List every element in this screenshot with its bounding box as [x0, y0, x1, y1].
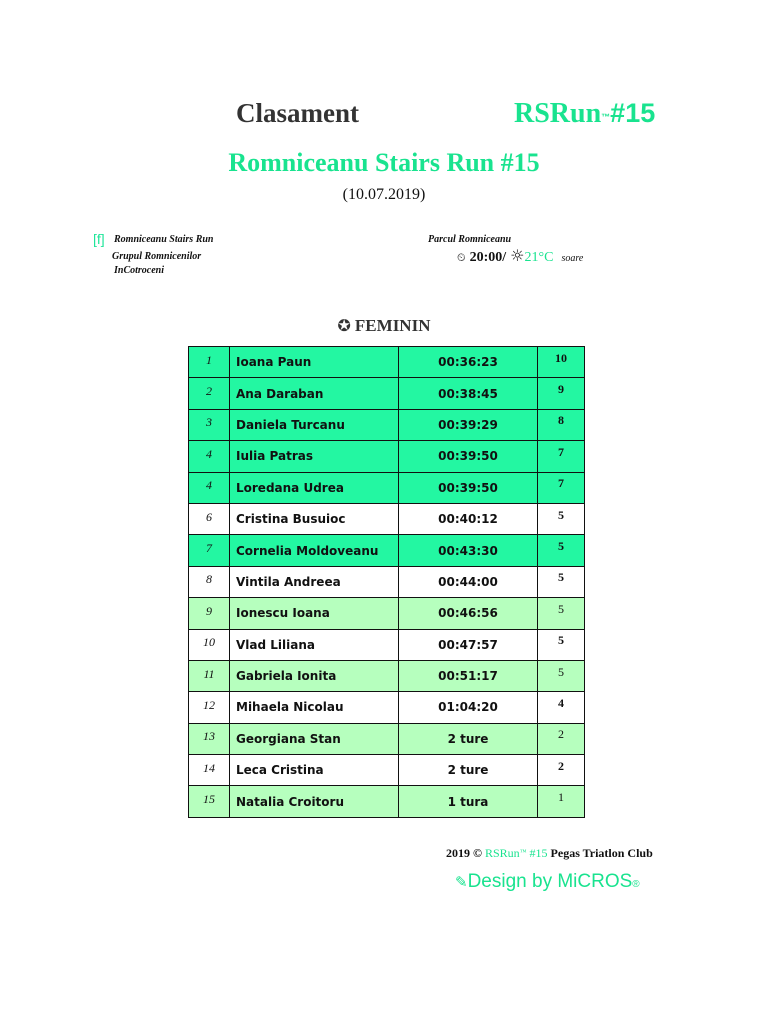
position-cell-text: 11	[203, 666, 215, 681]
name-cell-text: Mihaela Nicolau	[236, 700, 344, 715]
time-cell-text: 00:39:50	[438, 480, 498, 495]
name-cell	[230, 503, 399, 534]
brand-number: #15	[610, 98, 656, 128]
time-cell-text: 2 ture	[447, 763, 489, 778]
time-cell	[399, 755, 538, 786]
brand-logo	[514, 98, 655, 130]
event-subtitle: Romniceanu Stairs Run #15	[228, 148, 540, 177]
position-cell	[189, 786, 230, 817]
results-table	[188, 346, 585, 818]
points-cell	[538, 409, 585, 440]
position-cell-text: 6	[206, 509, 212, 524]
event-page-link[interactable]: Romniceanu Stairs Run	[114, 234, 214, 245]
name-cell-text: Ana Daraban	[236, 386, 324, 401]
name-cell-text: Georgiana Stan	[236, 731, 341, 746]
time-cell-text: 00:47:57	[438, 637, 498, 652]
time-cell-text: 1 tura	[447, 794, 489, 809]
name-cell-text: Loredana Udrea	[236, 480, 344, 495]
name-cell-text: Gabriela Ionita	[236, 669, 337, 684]
name-cell	[230, 409, 399, 440]
results-body	[189, 347, 585, 818]
name-cell	[230, 692, 399, 723]
position-cell-text: 1	[206, 352, 212, 367]
table-row	[189, 472, 585, 503]
points-cell	[538, 378, 585, 409]
points-cell	[538, 535, 585, 566]
table-row	[189, 347, 585, 378]
position-cell	[189, 535, 230, 566]
time-cell-text: 00:51:17	[438, 669, 498, 684]
event-date: (10.07.2019)	[342, 186, 426, 203]
sun-icon: ☼	[510, 246, 525, 265]
design-text: Design by MiCROS	[467, 871, 633, 892]
points-cell	[538, 786, 585, 817]
time-cell-text: 00:39:29	[438, 417, 498, 432]
clock-icon: ⏲	[457, 251, 466, 264]
points-cell-text: 1	[558, 790, 564, 805]
table-row	[189, 692, 585, 723]
table-row	[189, 598, 585, 629]
name-cell	[230, 441, 399, 472]
position-cell	[189, 378, 230, 409]
name-cell	[230, 660, 399, 691]
position-cell	[189, 723, 230, 754]
points-cell-text: 4	[558, 695, 564, 710]
time-cell	[399, 786, 538, 817]
brand-name: RSRun	[514, 98, 602, 129]
position-cell	[189, 409, 230, 440]
points-cell	[538, 441, 585, 472]
footer-copyright: 2019 ©	[446, 846, 482, 860]
points-cell	[538, 692, 585, 723]
time-cell-text: 2 ture	[447, 731, 489, 746]
time-cell-text: 00:43:30	[438, 543, 498, 558]
table-row	[189, 786, 585, 817]
name-cell	[230, 378, 399, 409]
time-cell	[399, 503, 538, 534]
position-cell-text: 15	[203, 792, 215, 807]
points-cell-text: 5	[558, 664, 564, 679]
points-cell	[538, 755, 585, 786]
position-cell-text: 9	[206, 603, 212, 618]
table-row	[189, 723, 585, 754]
start-time: 20:00/	[469, 250, 507, 265]
position-cell-text: 2	[206, 384, 212, 399]
time-cell	[399, 598, 538, 629]
name-cell-text: Daniela Turcanu	[236, 417, 345, 432]
name-cell	[230, 723, 399, 754]
points-cell	[538, 566, 585, 597]
table-row	[189, 566, 585, 597]
table-row	[189, 660, 585, 691]
table-row	[189, 441, 585, 472]
facebook-icon[interactable]: [f]	[93, 231, 105, 247]
time-cell	[399, 629, 538, 660]
section-title: FEMININ	[354, 316, 431, 335]
points-cell-text: 5	[558, 539, 564, 554]
time-cell-text: 00:46:56	[438, 606, 498, 621]
page-title: Clasament	[236, 98, 359, 128]
sky-condition: soare	[561, 253, 584, 264]
table-row	[189, 503, 585, 534]
time-cell-text: 00:36:23	[438, 355, 498, 370]
position-cell-text: 13	[203, 729, 215, 744]
name-cell-text: Leca Cristina	[236, 763, 324, 778]
name-cell	[230, 786, 399, 817]
footer-club: Pegas Triatlon Club	[550, 846, 653, 860]
design-credit	[455, 871, 640, 893]
points-cell-text: 8	[558, 413, 564, 428]
table-row	[189, 409, 585, 440]
footer-brand-tm: ™	[519, 848, 527, 856]
time-cell-text: 00:39:50	[438, 449, 498, 464]
temperature: 21°C	[524, 250, 554, 265]
name-cell-text: Ionescu Ioana	[236, 606, 330, 621]
position-cell	[189, 441, 230, 472]
points-cell	[538, 723, 585, 754]
footer-brand-number: #15	[529, 846, 548, 860]
position-cell-text: 3	[206, 415, 212, 430]
name-cell	[230, 598, 399, 629]
name-cell-text: Vlad Liliana	[236, 637, 315, 652]
points-cell-text: 9	[558, 382, 564, 397]
footer-credit	[446, 846, 653, 861]
position-cell	[189, 503, 230, 534]
position-cell-text: 7	[206, 541, 212, 556]
time-cell-text: 01:04:20	[438, 700, 498, 715]
position-cell-text: 4	[206, 446, 212, 461]
position-cell-text: 4	[206, 478, 212, 493]
time-cell	[399, 441, 538, 472]
table-row	[189, 535, 585, 566]
position-cell-text: 8	[206, 572, 212, 587]
pen-icon: ✎	[455, 873, 468, 891]
time-cell-text: 00:40:12	[438, 512, 498, 527]
points-cell-text: 10	[555, 350, 567, 365]
weather-row	[457, 246, 583, 266]
name-cell-text: Iulia Patras	[236, 449, 313, 464]
table-row	[189, 378, 585, 409]
name-cell	[230, 629, 399, 660]
points-cell	[538, 629, 585, 660]
points-cell-text: 2	[558, 758, 564, 773]
position-cell-text: 14	[203, 760, 215, 775]
position-cell-text: 10	[203, 635, 215, 650]
position-cell	[189, 692, 230, 723]
registered-mark: ®	[632, 879, 640, 890]
name-cell	[230, 535, 399, 566]
time-cell	[399, 472, 538, 503]
points-cell-text: 5	[558, 507, 564, 522]
points-cell	[538, 598, 585, 629]
group-name-line2: InCotroceni	[114, 265, 165, 276]
name-cell-text: Cristina Busuioc	[236, 512, 346, 527]
name-cell-text: Ioana Paun	[236, 355, 312, 370]
points-cell-text: 5	[558, 601, 564, 616]
time-cell-text: 00:44:00	[438, 574, 498, 589]
time-cell	[399, 409, 538, 440]
time-cell	[399, 566, 538, 597]
event-location: Parcul Romniceanu	[428, 234, 512, 245]
section-heading	[0, 316, 768, 336]
points-cell	[538, 503, 585, 534]
star-circle-icon: ✪	[337, 316, 351, 335]
name-cell-text: Natalia Croitoru	[236, 794, 344, 809]
name-cell	[230, 472, 399, 503]
time-cell	[399, 692, 538, 723]
points-cell-text: 7	[558, 444, 564, 459]
points-cell	[538, 347, 585, 378]
group-name-line1: Grupul Romnicenilor	[112, 251, 202, 262]
table-row	[189, 755, 585, 786]
footer-brand: RSRun	[484, 846, 520, 860]
position-cell-text: 12	[203, 697, 215, 712]
time-cell	[399, 660, 538, 691]
table-row	[189, 629, 585, 660]
time-cell	[399, 535, 538, 566]
points-cell	[538, 660, 585, 691]
position-cell	[189, 472, 230, 503]
time-cell-text: 00:38:45	[438, 386, 498, 401]
points-cell-text: 7	[558, 476, 564, 491]
position-cell	[189, 566, 230, 597]
time-cell	[399, 378, 538, 409]
position-cell	[189, 347, 230, 378]
points-cell	[538, 472, 585, 503]
position-cell	[189, 629, 230, 660]
name-cell	[230, 566, 399, 597]
name-cell-text: Vintila Andreea	[236, 574, 341, 589]
position-cell	[189, 755, 230, 786]
position-cell	[189, 598, 230, 629]
name-cell	[230, 755, 399, 786]
name-cell-text: Cornelia Moldoveanu	[236, 543, 379, 558]
points-cell-text: 5	[558, 570, 564, 585]
time-cell	[399, 347, 538, 378]
position-cell	[189, 660, 230, 691]
points-cell-text: 2	[558, 727, 564, 742]
points-cell-text: 5	[558, 633, 564, 648]
brand-trademark: ™	[601, 112, 611, 122]
name-cell	[230, 347, 399, 378]
time-cell	[399, 723, 538, 754]
